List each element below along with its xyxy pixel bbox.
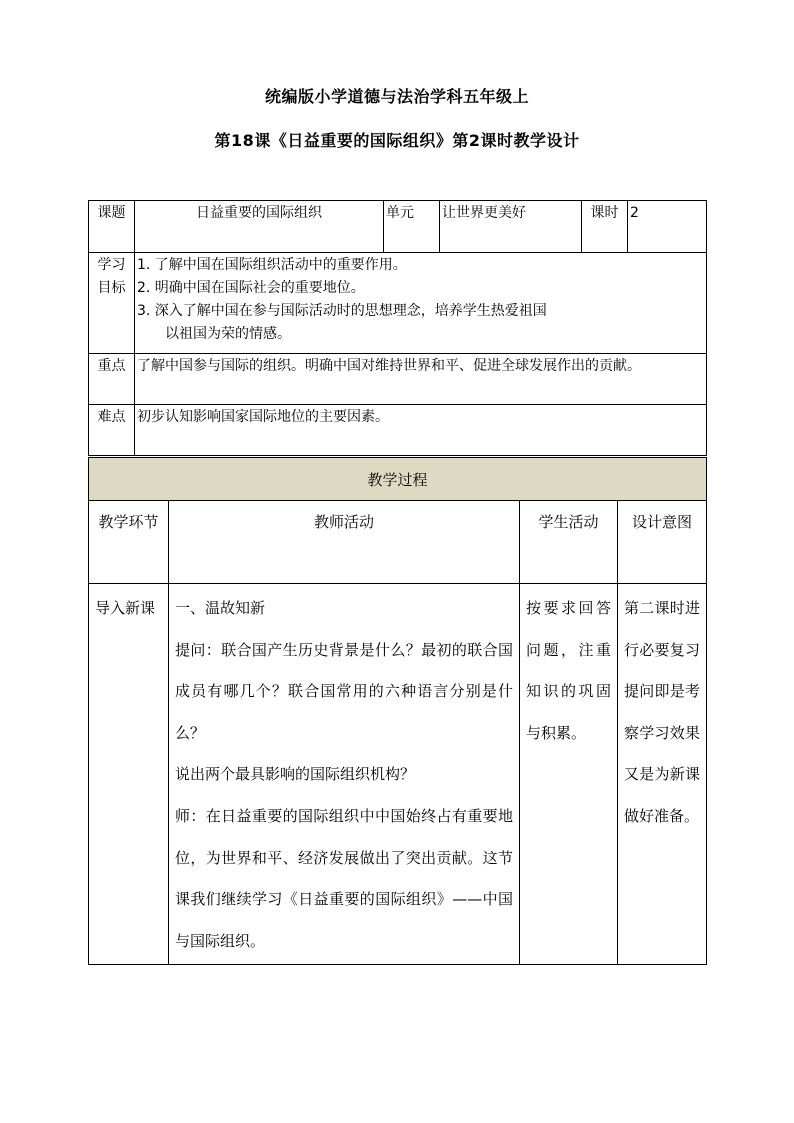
hours-label: 课时 [582,201,628,253]
header-stage: 教学环节 [89,501,169,584]
difficulty-value: 初步认知影响国家国际地位的主要因素。 [135,405,707,456]
goal-item: 2. 明确中国在国际社会的重要地位。 [137,280,365,296]
student-activity-cell: 按要求回答问题，注重知识的巩固与积累。 [520,584,618,965]
key-point-value: 了解中国参与国际的组织。明确中国对维持世界和平、促进全球发展作出的贡献。 [135,354,707,405]
teacher-talk: 师：在日益重要的国际组织中中国始终占有重要地位，为世界和平、经济发展做出了突出贡献。这节课我们继续学习《日益重要的国际组织》——中国与国际组织。 [175,806,513,950]
stage-cell: 导入新课 [89,584,169,965]
unit-value: 让世界更美好 [440,201,582,253]
teacher-question-2: 说出两个最具影响的国际组织机构？ [175,765,416,784]
lesson-info-table [88,200,707,456]
header-teacher: 教师活动 [169,501,520,584]
unit-label: 单元 [384,201,440,253]
teaching-process-table [88,457,707,965]
teacher-activity-cell [169,584,520,965]
topic-value: 日益重要的国际组织 [135,201,384,253]
design-intent-cell: 第二课时进行必要复习提问即是考察学习效果又是为新课做好准备。 [618,584,707,965]
goals-label: 学习目标 [89,253,135,354]
teacher-question: 提问：联合国产生历史背景是什么？最初的联合国成员有哪几个？联合国常用的六种语言分别是什么？ [175,640,513,742]
goal-item: 3. 深入了解中国在参与国际活动时的思想理念，培养学生热爱祖国 [137,303,547,319]
document-title: 统编版小学道德与法治学科五年级上 [264,87,529,106]
header-intent: 设计意图 [618,501,707,584]
goal-item: 1. 了解中国在国际组织活动中的重要作用。 [137,257,407,273]
goals-list [135,253,707,354]
teacher-heading: 一、温故知新 [175,599,266,617]
key-point-label: 重点 [89,354,135,405]
hours-value: 2 [628,201,707,253]
topic-label: 课题 [89,201,135,253]
teaching-process-banner: 教学过程 [89,458,707,501]
header-student: 学生活动 [520,501,618,584]
goal-item: 以祖国为荣的情感。 [165,326,291,342]
lesson-title: 第18课《日益重要的国际组织》第2课时教学设计 [214,131,580,150]
difficulty-label: 难点 [89,405,135,456]
